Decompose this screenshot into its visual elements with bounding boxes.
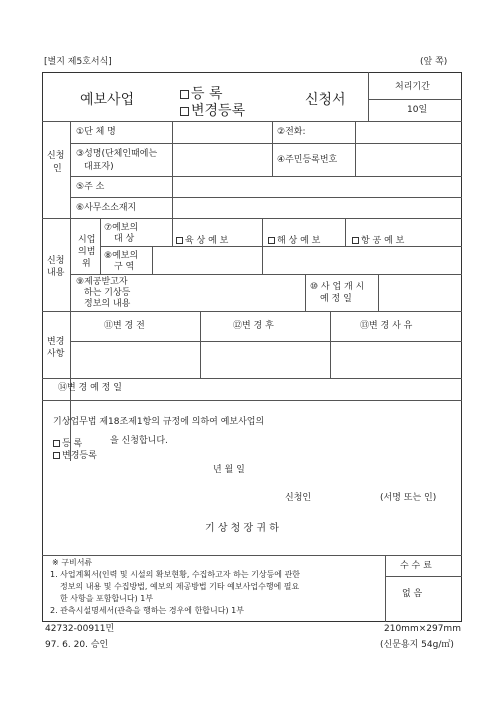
area-field[interactable] bbox=[153, 247, 461, 273]
land-forecast-label: 육 상 예 보 bbox=[185, 236, 229, 246]
address-label: ⑤주 소 bbox=[76, 182, 105, 192]
footer-paper: (신문용지 54g/㎡) bbox=[380, 640, 454, 650]
duty-label-1: 시업 bbox=[78, 235, 96, 245]
applicant-section-label-1: 신청 bbox=[47, 151, 65, 161]
start-label-line2: 예 정 일 bbox=[320, 294, 352, 304]
statement-line2: 을 신청합니다. bbox=[110, 436, 168, 446]
target-label-line1: ⑦예보의 bbox=[104, 223, 139, 233]
period-value: 10일 bbox=[407, 105, 428, 115]
address-field[interactable] bbox=[173, 177, 461, 196]
sea-forecast-checkbox[interactable] bbox=[268, 237, 275, 244]
title-option-change[interactable] bbox=[180, 100, 245, 119]
option-land-forecast[interactable] bbox=[176, 228, 228, 247]
docs-heading: ※ 구비서류 bbox=[52, 558, 93, 567]
change-checkbox[interactable] bbox=[180, 107, 189, 116]
addressee: 기 상 청 장 귀 하 bbox=[205, 523, 279, 534]
change-date-field[interactable] bbox=[160, 379, 461, 399]
signature-label: (서명 또는 인) bbox=[380, 493, 437, 503]
info-label-line2: 하는 기상등 bbox=[84, 288, 131, 298]
change-date-label: ⑭변 경 예 정 일 bbox=[58, 383, 122, 393]
footer-approved: 97. 6. 20. 승인 bbox=[45, 640, 109, 650]
title-main: 예보사업 bbox=[80, 92, 135, 108]
area-label-line1: ⑧예보의 bbox=[104, 251, 139, 261]
air-forecast-label: 항 공 예 보 bbox=[361, 236, 405, 246]
docs-item1-line2: 정보의 내용 및 수집방법, 예보의 제공방법 기타 예보사업수행에 필요 bbox=[60, 582, 300, 591]
change-label: 변경등록 bbox=[191, 103, 246, 119]
after-field[interactable] bbox=[201, 342, 329, 377]
name-label-line2: 대표자) bbox=[84, 162, 114, 172]
fee-label: 수 수 료 bbox=[400, 561, 432, 571]
applicant-label: 신청인 bbox=[285, 493, 312, 503]
duty-label-2: 의범 bbox=[78, 247, 96, 257]
info-label-line3: 정보의 내용 bbox=[84, 299, 131, 309]
footer-size: 210mm×297mm bbox=[384, 624, 461, 634]
name-field[interactable] bbox=[173, 144, 271, 175]
statement-change-label: 변경등록 bbox=[62, 451, 97, 461]
info-label-line1: ⑨제공받고자 bbox=[76, 277, 128, 287]
register-checkbox[interactable] bbox=[180, 90, 189, 99]
phone-field[interactable] bbox=[356, 122, 461, 142]
before-field[interactable] bbox=[71, 342, 199, 377]
org-name-label: ①단 체 명 bbox=[76, 127, 116, 137]
resident-no-label: ④주민등록번호 bbox=[277, 155, 338, 165]
statement-register-label: 등 록 bbox=[62, 439, 83, 449]
change-section-label-1: 변경 bbox=[47, 337, 65, 347]
reason-label: ⑬변 경 사 유 bbox=[360, 321, 413, 331]
statement-change-checkbox[interactable] bbox=[53, 452, 60, 459]
office-field[interactable] bbox=[173, 198, 461, 217]
period-label: 처리기간 bbox=[395, 82, 430, 92]
org-name-field[interactable] bbox=[173, 122, 271, 142]
content-section-label-1: 신청 bbox=[47, 256, 65, 266]
option-air-forecast[interactable] bbox=[352, 228, 404, 247]
target-label-line2: 대 상 bbox=[114, 234, 135, 244]
statement-line1: 기상업무법 제18조제1항의 규정에 의하여 예보사업의 bbox=[53, 417, 265, 427]
sea-forecast-label: 해 상 예 보 bbox=[277, 236, 321, 246]
docs-item1-line1: 1. 사업계획서(인력 및 시설의 확보현황, 수집하고자 하는 기상등에 관한 bbox=[50, 570, 301, 579]
title-suffix: 신청서 bbox=[305, 92, 346, 108]
reason-field[interactable] bbox=[331, 342, 461, 377]
name-label-line1: ③성명(단체인때에는 bbox=[76, 149, 158, 159]
phone-label: ②전화: bbox=[277, 127, 306, 137]
register-label: 등 록 bbox=[191, 86, 223, 102]
start-date-field[interactable] bbox=[379, 275, 461, 310]
resident-no-field[interactable] bbox=[356, 144, 461, 175]
option-sea-forecast[interactable] bbox=[268, 228, 320, 247]
info-field[interactable] bbox=[137, 275, 304, 310]
content-section-label-2: 내용 bbox=[47, 268, 65, 278]
statement-option-change[interactable] bbox=[53, 443, 97, 462]
docs-item1-line3: 한 사항을 포함합니다) 1부 bbox=[60, 594, 154, 603]
change-section-label-2: 사항 bbox=[47, 349, 65, 359]
date-line: 년 월 일 bbox=[213, 465, 245, 475]
form-number: [별지 제5호서식] bbox=[44, 57, 112, 67]
after-label: ⑫변 경 후 bbox=[233, 321, 274, 331]
land-forecast-checkbox[interactable] bbox=[176, 237, 183, 244]
start-label-line1: ⑩ 사 업 개 시 bbox=[310, 282, 365, 292]
fee-value: 없 음 bbox=[402, 589, 423, 599]
office-label: ⑥사무소소재지 bbox=[76, 203, 137, 213]
docs-item2: 2. 관측시설명세서(관측을 행하는 경우에 한합니다) 1부 bbox=[50, 606, 244, 615]
page-side-label: (앞 쪽) bbox=[420, 57, 448, 67]
before-label: ⑪변 경 전 bbox=[104, 321, 145, 331]
duty-label-3: 위 bbox=[82, 259, 91, 269]
applicant-section-label-2: 인 bbox=[53, 164, 62, 174]
air-forecast-checkbox[interactable] bbox=[352, 237, 359, 244]
footer-code: 42732-00911민 bbox=[45, 624, 115, 634]
area-label-line2: 구 역 bbox=[114, 262, 135, 272]
